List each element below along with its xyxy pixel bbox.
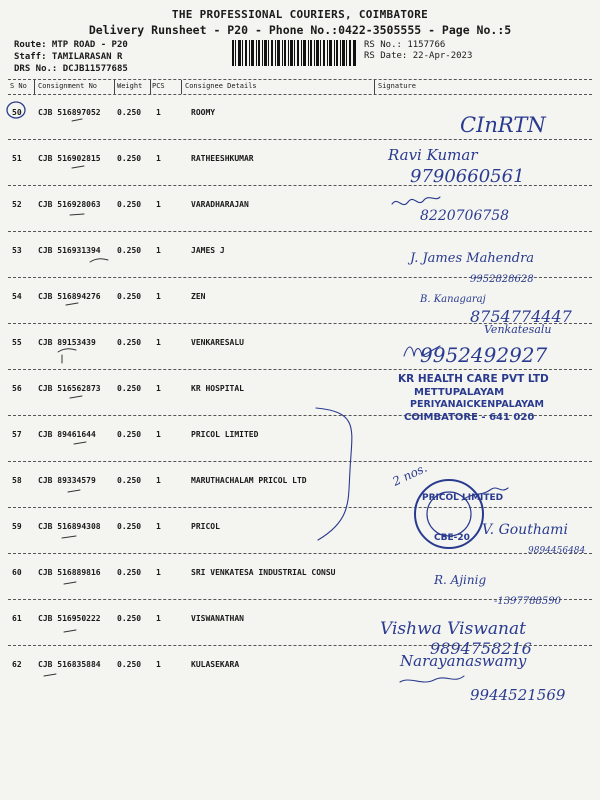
- row-weight: 0.250: [117, 338, 142, 347]
- row-sno: 53: [12, 246, 22, 255]
- signature-62-mark: [400, 676, 464, 682]
- company-title: THE PROFESSIONAL COURIERS, COIMBATORE: [171, 8, 429, 21]
- row-consignee: PRICOL: [191, 522, 220, 531]
- stamp-line-3: PERIYANAICKENPALAYAM: [410, 399, 544, 410]
- row-consignee: ROOMY: [191, 108, 216, 117]
- row-pcs: 1: [156, 614, 161, 623]
- row-sno: 52: [12, 200, 22, 209]
- signature-60-name: R. Ajinig: [434, 573, 487, 587]
- signature-60-phone: -1397788590: [494, 596, 562, 607]
- row-pcs: 1: [156, 568, 161, 577]
- tick-mark-icon: [58, 349, 76, 363]
- row-consignment: CJB 516835884: [38, 660, 101, 669]
- signature-52-mark: [392, 197, 440, 205]
- col-weight: Weight: [117, 82, 143, 90]
- rs-date: RS Date: 22-Apr-2023: [364, 51, 473, 61]
- rs-number: RS No.: 1157766: [364, 40, 446, 50]
- tick-mark-icon: [72, 119, 82, 121]
- signature-51-name: Ravi Kumar: [388, 146, 478, 164]
- drs-number: DRS No.: DCJB11577685: [14, 64, 128, 74]
- stamp-line-1: KR HEALTH CARE PVT LTD: [398, 373, 549, 385]
- row-sno: 51: [12, 154, 22, 163]
- signature-54-name: B. Kanagaraj: [420, 294, 486, 305]
- row-consignment: CJB 89334579: [38, 476, 96, 485]
- tick-mark-icon: [62, 536, 76, 538]
- row-consignment: CJB 516897052: [38, 108, 101, 117]
- row-consignment: CJB 89461644: [38, 430, 96, 439]
- signature-50: CInRTN: [460, 113, 546, 137]
- row-weight: 0.250: [117, 568, 142, 577]
- tick-mark-icon: [64, 582, 76, 584]
- tick-mark-icon: [70, 214, 84, 215]
- row-weight: 0.250: [117, 522, 142, 531]
- row-sno: 60: [12, 568, 22, 577]
- row-consignee: PRICOL LIMITED: [191, 430, 259, 439]
- runsheet-title: Delivery Runsheet - P20 - Phone No.:0422-3505555 - Page No.:5: [88, 23, 512, 37]
- row-weight: 0.250: [117, 384, 142, 393]
- row-consignee: KR HOSPITAL: [191, 384, 244, 393]
- stamp-line-2: METTUPALAYAM: [414, 387, 505, 398]
- tick-mark-icon: [68, 490, 80, 492]
- row-sno: 54: [12, 292, 22, 301]
- signature-53-name: J. James Mahendra: [410, 251, 535, 266]
- bracket-mark-icon: [316, 408, 352, 540]
- row-consignment: CJB 516889816: [38, 568, 101, 577]
- signature-55-name: Venkatesalu: [484, 323, 552, 336]
- row-consignment: CJB 89153439: [38, 338, 96, 347]
- row-sno: 61: [12, 614, 22, 623]
- stamp-top-text: PRICOL LIMITED: [422, 493, 504, 503]
- col-sno: S No: [10, 82, 27, 90]
- stamp-line-4: COIMBATORE - 641 020: [404, 412, 535, 423]
- row-weight: 0.250: [117, 154, 142, 163]
- row-consignee: KULASEKARA: [191, 660, 240, 669]
- row-pcs: 1: [156, 246, 161, 255]
- row-consignment: CJB 516894308: [38, 522, 101, 531]
- signature-55-phone: 9952492927: [420, 343, 548, 367]
- row-consignee: SRI VENKATESA INDUSTRIAL CONSU: [191, 568, 336, 577]
- tick-mark-icon: [70, 396, 82, 398]
- row-consignee: ZEN: [191, 292, 206, 301]
- row-pcs: 1: [156, 154, 161, 163]
- signature-62-name: Narayanaswamy: [400, 652, 527, 670]
- row-weight: 0.250: [117, 660, 142, 669]
- tick-mark-icon: [64, 630, 76, 632]
- row-pcs: 1: [156, 200, 161, 209]
- row-consignee: VARADHARAJAN: [191, 200, 249, 209]
- signature-59-name: V. Gouthami: [482, 522, 568, 538]
- row-pcs: 1: [156, 108, 161, 117]
- row-weight: 0.250: [117, 108, 142, 117]
- row-sno: 58: [12, 476, 22, 485]
- row-consignee: VENKARESALU: [191, 338, 244, 347]
- row-consignee: JAMES J: [191, 246, 225, 255]
- tick-mark-icon: [90, 259, 108, 262]
- row-consignment: CJB 516931394: [38, 246, 101, 255]
- row-consignment: CJB 516902815: [38, 154, 101, 163]
- row-pcs: 1: [156, 384, 161, 393]
- circle-mark-icon: [7, 102, 25, 118]
- col-consignee: Consignee Details: [185, 82, 257, 90]
- signature-51-phone: 9790660561: [410, 166, 525, 187]
- row-pcs: 1: [156, 430, 161, 439]
- row-weight: 0.250: [117, 246, 142, 255]
- signature-61-phone: 9894758216: [430, 639, 532, 658]
- signature-58-note: 2 nos.: [390, 460, 430, 489]
- row-weight: 0.250: [117, 200, 142, 209]
- row-sno: 62: [12, 660, 22, 669]
- signature-61-name: Vishwa Viswanat: [380, 619, 526, 639]
- row-weight: 0.250: [117, 614, 142, 623]
- tick-mark-icon: [44, 674, 56, 676]
- signature-53-phone: 9952828628: [470, 274, 534, 285]
- row-weight: 0.250: [117, 430, 142, 439]
- signature-52-phone: 8220706758: [420, 208, 510, 224]
- row-consignment: CJB 516562873: [38, 384, 101, 393]
- kr-hospital-stamp: [398, 373, 549, 423]
- tick-mark-icon: [72, 166, 84, 168]
- tick-mark-icon: [66, 303, 78, 305]
- row-consignee: MARUTHACHALAM PRICOL LTD: [191, 476, 307, 485]
- row-sno: 57: [12, 430, 22, 439]
- row-consignment: CJB 516950222: [38, 614, 101, 623]
- row-weight: 0.250: [117, 476, 142, 485]
- tick-mark-icon: [74, 442, 86, 444]
- route-label: Route: MTP ROAD - P20: [14, 40, 128, 50]
- signature-62-phone: 9944521569: [470, 686, 566, 704]
- row-weight: 0.250: [117, 292, 142, 301]
- row-consignment: CJB 516894276: [38, 292, 101, 301]
- signature-59-phone: 9894456484: [528, 546, 586, 556]
- row-sno: 59: [12, 522, 22, 531]
- row-consignee: RATHEESHKUMAR: [191, 154, 254, 163]
- stamp-bottom-text: CBE-20: [434, 533, 470, 543]
- col-consignment: Consignment No: [38, 82, 98, 90]
- row-pcs: 1: [156, 476, 161, 485]
- row-sno: 55: [12, 338, 22, 347]
- row-sno: 50: [12, 108, 22, 117]
- signature-54-phone: 8754774447: [470, 307, 572, 326]
- col-signature: Signature: [378, 82, 416, 90]
- row-pcs: 1: [156, 292, 161, 301]
- col-pcs: PCS: [152, 82, 165, 90]
- row-pcs: 1: [156, 338, 161, 347]
- row-consignee: VISWANATHAN: [191, 614, 244, 623]
- staff-label: Staff: TAMILARASAN R: [14, 52, 123, 62]
- row-pcs: 1: [156, 522, 161, 531]
- row-consignment: CJB 516928063: [38, 200, 101, 209]
- row-sno: 56: [12, 384, 22, 393]
- row-pcs: 1: [156, 660, 161, 669]
